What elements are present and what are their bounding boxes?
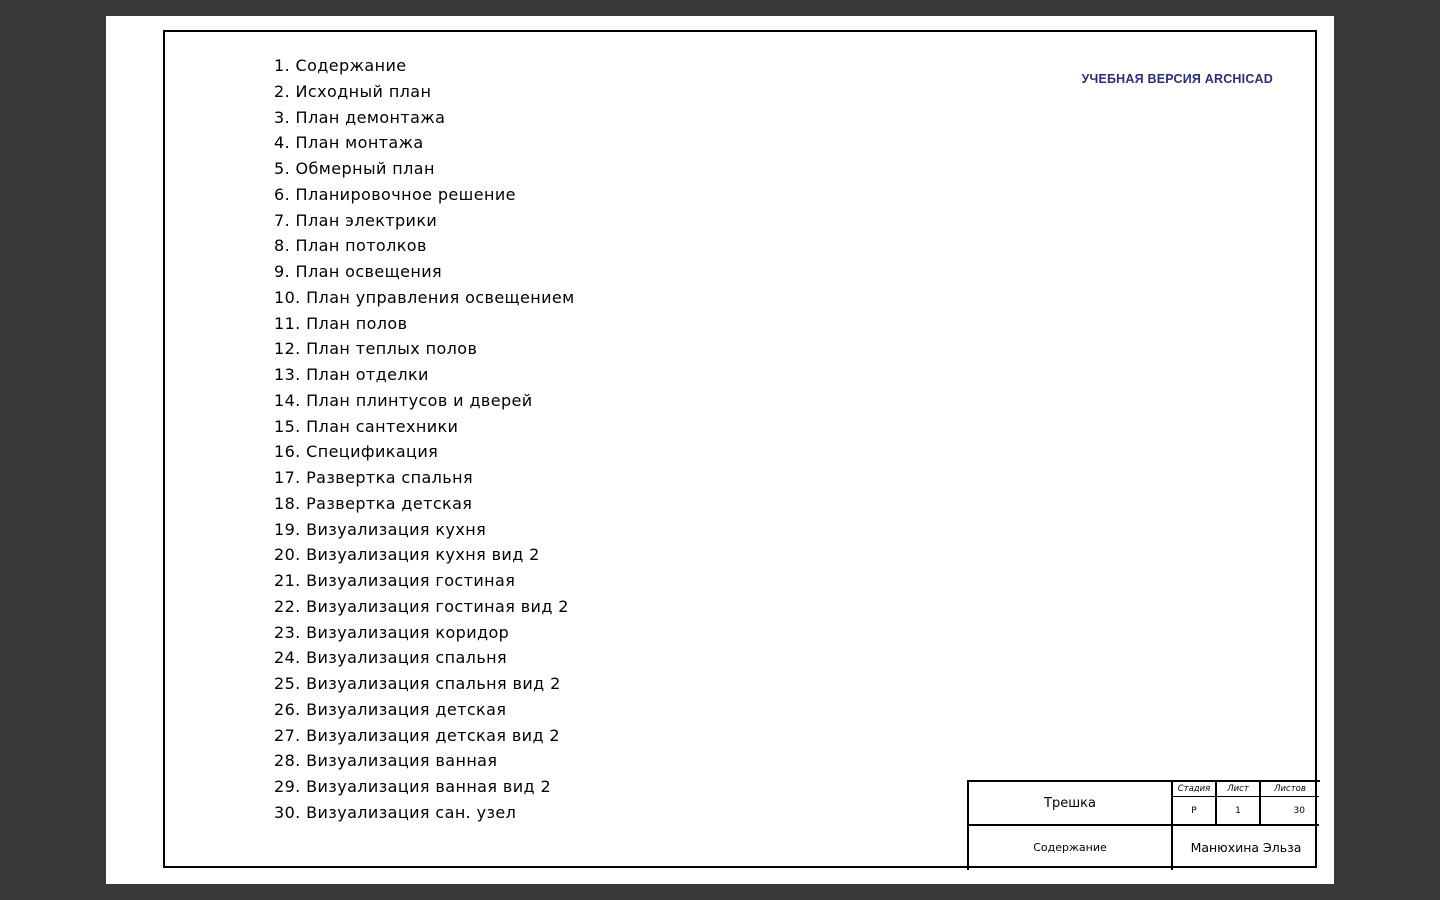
title-block <box>967 780 1320 870</box>
toc-item: 11. План полов <box>274 313 408 333</box>
educational-watermark: УЧЕБНАЯ ВЕРСИЯ ARCHICAD <box>1081 72 1273 86</box>
toc-item: 14. План плинтусов и дверей <box>274 390 533 410</box>
toc-item: 20. Визуализация кухня вид 2 <box>274 545 540 565</box>
toc-item: 28. Визуализация ванная <box>274 751 498 771</box>
toc-item: 25. Визуализация спальня вид 2 <box>274 674 561 693</box>
sheet-frame <box>163 30 1317 868</box>
toc-item: 19. Визуализация кухня <box>274 519 487 539</box>
toc-item: 16. Спецификация <box>274 442 439 462</box>
toc-item: 13. План отделки <box>274 365 429 384</box>
toc-item: 21. Визуализация гостиная <box>274 571 516 590</box>
toc-item: 17. Развертка спальня <box>274 468 474 487</box>
sheet-number-header: Лист <box>1217 782 1261 797</box>
toc-item: 27. Визуализация детская вид 2 <box>274 725 560 745</box>
toc-item: 15. План сантехники <box>274 416 459 436</box>
toc-item: 23. Визуализация коридор <box>274 622 510 642</box>
toc-item: 8. План потолков <box>274 236 427 256</box>
total-sheets-value: 30 <box>1293 805 1305 816</box>
title-block-left <box>969 782 1173 870</box>
sheet-number-value: 1 <box>1217 797 1261 824</box>
toc-item: 3. План демонтажа <box>274 107 446 127</box>
toc-item: 26. Визуализация детская <box>274 699 507 719</box>
toc-item: 29. Визуализация ванная вид 2 <box>274 777 552 796</box>
toc-item: 22. Визуализация гостиная вид 2 <box>274 596 569 616</box>
toc-item: 12. План теплых полов <box>274 339 478 359</box>
toc-item: 9. План освещения <box>274 262 443 281</box>
author-name: Манюхина Эльза <box>1190 840 1302 855</box>
sheet-info-grid <box>1173 782 1319 826</box>
project-name: Трешка <box>969 782 1171 826</box>
toc-item: 10. План управления освещением <box>274 287 575 307</box>
toc-item: 30. Визуализация сан. узел <box>274 802 517 822</box>
toc-item: 18. Развертка детская <box>274 493 473 513</box>
stage-value: Р <box>1173 797 1217 824</box>
toc-item: 7. План электрики <box>274 210 438 230</box>
toc-item: 6. Планировочное решение <box>274 184 516 204</box>
drawing-sheet <box>106 16 1334 884</box>
toc-item: 1. Содержание <box>274 56 407 75</box>
total-sheets-header: Листов <box>1261 782 1319 797</box>
stage-header: Стадия <box>1173 782 1217 797</box>
toc-item: 4. План монтажа <box>274 133 424 153</box>
toc-item: 24. Визуализация спальня <box>274 648 508 668</box>
table-of-contents <box>274 53 575 826</box>
title-block-right <box>1173 782 1319 870</box>
toc-item: 2. Исходный план <box>274 81 432 101</box>
toc-item: 5. Обмерный план <box>274 159 435 178</box>
sheet-name: Содержание <box>1033 841 1107 854</box>
